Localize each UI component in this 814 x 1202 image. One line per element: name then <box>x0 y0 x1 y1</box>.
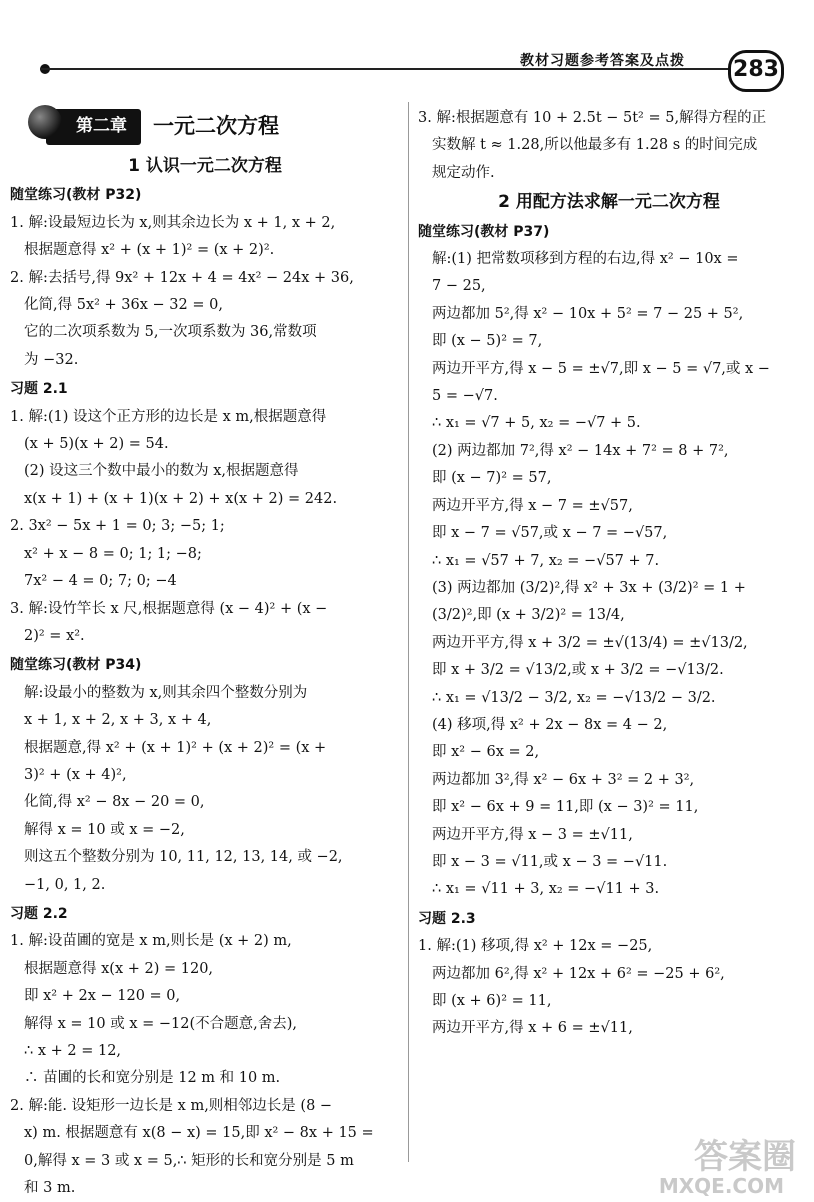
text-line: 为 −32. <box>24 351 79 368</box>
text-line: (4) 移项,得 x² + 2x − 8x = 4 − 2, <box>432 716 668 733</box>
text-line: ∴ x₁ = √57 + 7, x₂ = −√57 + 7. <box>432 552 660 569</box>
watermark-logo: 答案圈 <box>694 1137 796 1177</box>
text-line: (3/2)²,即 (x + 3/2)² = 13/4, <box>432 607 625 624</box>
text-line: 即 x − 3 = √11,或 x − 3 = −√11. <box>432 853 668 870</box>
text-line: 即 (x − 7)² = 57, <box>432 470 552 487</box>
text-line: 两边都加 3²,得 x² − 6x + 3² = 2 + 3², <box>432 771 695 788</box>
text-line: 规定动作. <box>432 164 495 181</box>
text-line: 2. 解:去括号,得 9x² + 12x + 4 = 4x² − 24x + 36, <box>10 269 354 286</box>
watermark-site: MXQE.COM <box>658 1174 784 1198</box>
text-line: 3. 解:根据题意有 10 + 2.5t − 5t² = 5,解得方程的正 <box>418 110 767 126</box>
text-line: x + 1, x + 2, x + 3, x + 4, <box>24 712 212 729</box>
text-line: 即 x + 3/2 = √13/2,或 x + 3/2 = −√13/2. <box>432 662 724 679</box>
text-line: ∴ x₁ = √7 + 5, x₂ = −√7 + 5. <box>432 415 641 432</box>
subsection-title: 随堂练习(教材 P34) <box>10 657 142 674</box>
text-line: 两边开平方,得 x − 5 = ±√7,即 x − 5 = √7,或 x − <box>432 360 770 377</box>
text-line: 两边开平方,得 x − 7 = ±√57, <box>432 497 633 514</box>
text-line: (2) 设这三个数中最小的数为 x,根据题意得 <box>24 463 299 480</box>
text-line: 和 3 m. <box>24 1180 76 1197</box>
section-title: 2 用配方法求解一元二次方程 <box>498 192 720 213</box>
subsection-title: 随堂练习(教材 P32) <box>10 187 142 204</box>
left-column <box>10 105 400 1202</box>
chapter-title: 一元二次方程 <box>153 114 279 139</box>
text-line: 即 x − 7 = √57,或 x − 7 = −√57, <box>432 525 668 542</box>
text-line: 2)² = x². <box>24 627 85 644</box>
text-line: 它的二次项系数为 5,一次项系数为 36,常数项 <box>24 324 317 341</box>
running-header: 教材习题参考答案及点拨 <box>520 53 685 69</box>
text-line: 即 (x − 5)² = 7, <box>432 333 543 350</box>
text-line: 则这五个整数分别为 10, 11, 12, 13, 14, 或 −2, <box>24 849 343 866</box>
right-text-lines <box>418 105 800 1043</box>
section-title: 1 认识一元二次方程 <box>128 156 282 176</box>
text-line: x) m. 根据题意有 x(8 − x) = 15,即 x² − 8x + 15 = <box>24 1125 374 1142</box>
text-line: 3)² + (x + 4)², <box>24 766 127 783</box>
text-line: 0,解得 x = 3 或 x = 5,∴ 矩形的长和宽分别是 5 m <box>24 1152 354 1169</box>
text-line: 1. 解:设最短边长为 x,则其余边长为 x + 1, x + 2, <box>10 214 336 231</box>
text-line: 两边开平方,得 x + 3/2 = ±√(13/4) = ±√13/2, <box>432 634 748 651</box>
text-line: (2) 两边都加 7²,得 x² − 14x + 7² = 8 + 7², <box>432 442 729 459</box>
text-line: (3) 两边都加 (3/2)²,得 x² + 3x + (3/2)² = 1 + <box>432 579 746 596</box>
text-line: 解得 x = 10 或 x = −2, <box>24 821 185 838</box>
text-line: ∴ x₁ = √11 + 3, x₂ = −√11 + 3. <box>432 881 660 898</box>
text-line: 根据题意,得 x² + (x + 1)² + (x + 2)² = (x + <box>24 739 327 756</box>
chapter-heading <box>10 105 400 149</box>
subsection-title: 习题 2.1 <box>10 381 68 398</box>
page-number: 283 <box>728 50 784 92</box>
text-line: 即 x² − 6x + 9 = 11,即 (x − 3)² = 11, <box>432 799 699 816</box>
text-line: 两边都加 6²,得 x² + 12x + 6² = −25 + 6², <box>432 965 725 982</box>
text-line: ∴ 苗圃的长和宽分别是 12 m 和 10 m. <box>24 1070 281 1087</box>
text-line: 两边开平方,得 x − 3 = ±√11, <box>432 826 633 843</box>
subsection-title: 习题 2.3 <box>418 910 476 927</box>
text-line: 解:设最小的整数为 x,则其余四个整数分别为 <box>24 684 308 701</box>
left-text-lines <box>10 153 400 1202</box>
text-line: 即 x² + 2x − 120 = 0, <box>24 988 181 1005</box>
text-line: 5 = −√7. <box>432 388 498 405</box>
text-line: 根据题意得 x(x + 2) = 120, <box>24 960 214 977</box>
text-line: 化简,得 x² − 8x − 20 = 0, <box>24 794 205 811</box>
text-line: 2. 解:能. 设矩形一边长是 x m,则相邻边长是 (8 − <box>10 1097 333 1114</box>
text-line: (x + 5)(x + 2) = 54. <box>24 436 169 453</box>
text-line: 1. 解:(1) 移项,得 x² + 12x = −25, <box>418 938 653 955</box>
text-line: 2. 3x² − 5x + 1 = 0; 3; −5; 1; <box>10 518 225 535</box>
text-line: 7 − 25, <box>432 278 486 295</box>
text-line: 7x² − 4 = 0; 7; 0; −4 <box>24 573 177 590</box>
subsection-title: 随堂练习(教材 P37) <box>418 223 550 240</box>
text-line: 根据题意得 x² + (x + 1)² = (x + 2)². <box>24 242 275 259</box>
text-line: ∴ x + 2 = 12, <box>24 1043 122 1059</box>
text-line: 实数解 t ≈ 1.28,所以他最多有 1.28 s 的时间完成 <box>432 137 758 154</box>
subsection-title: 习题 2.2 <box>10 905 68 922</box>
globe-icon <box>28 105 62 139</box>
text-line: 1. 解:设苗圃的宽是 x m,则长是 (x + 2) m, <box>10 933 292 950</box>
right-column <box>418 105 800 1043</box>
text-line: 即 x² − 6x = 2, <box>432 744 540 761</box>
text-line: x² + x − 8 = 0; 1; 1; −8; <box>24 545 202 562</box>
text-line: 3. 解:设竹竿长 x 尺,根据题意得 (x − 4)² + (x − <box>10 600 328 617</box>
text-line: 两边开平方,得 x + 6 = ±√11, <box>432 1020 633 1037</box>
text-line: 两边都加 5²,得 x² − 10x + 5² = 7 − 25 + 5², <box>432 305 744 322</box>
chapter-badge-label: 第二章 <box>76 116 127 137</box>
text-line: x(x + 1) + (x + 1)(x + 2) + x(x + 2) = 242. <box>24 490 338 507</box>
text-line: −1, 0, 1, 2. <box>24 876 106 893</box>
text-line: 即 (x + 6)² = 11, <box>432 993 552 1009</box>
text-line: 解:(1) 把常数项移到方程的右边,得 x² − 10x = <box>432 251 739 268</box>
column-divider <box>408 102 409 1162</box>
text-line: 解得 x = 10 或 x = −12(不合题意,舍去), <box>24 1015 297 1032</box>
text-line: 1. 解:(1) 设这个正方形的边长是 x m,根据题意得 <box>10 408 327 425</box>
text-line: ∴ x₁ = √13/2 − 3/2, x₂ = −√13/2 − 3/2. <box>432 689 716 706</box>
chapter-badge <box>46 109 141 144</box>
text-line: 化简,得 5x² + 36x − 32 = 0, <box>24 297 223 314</box>
